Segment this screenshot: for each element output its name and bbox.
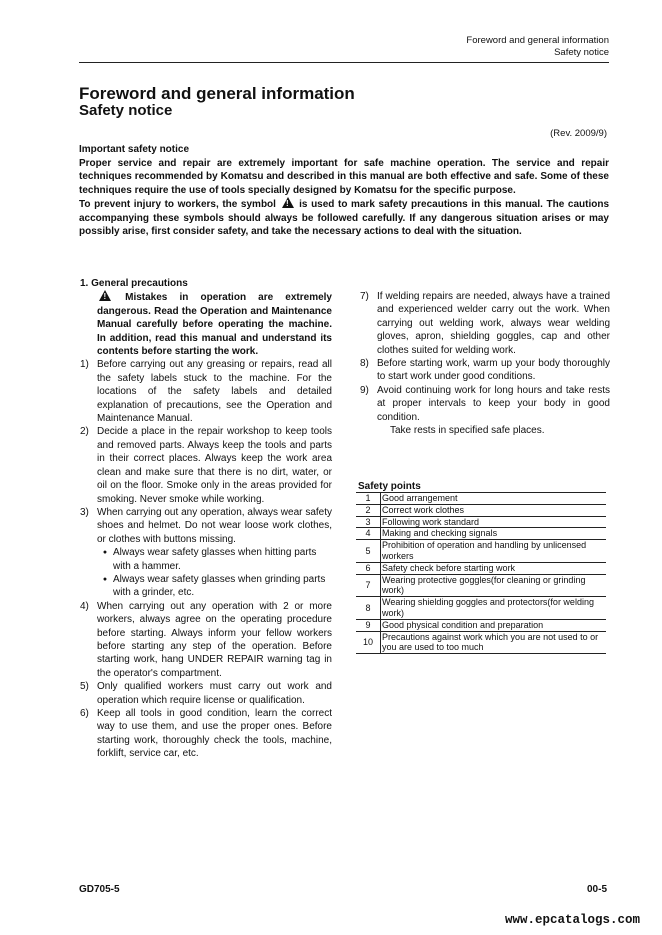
bullet-item xyxy=(97,573,332,600)
item-text: Before starting work, warm up your body thoroughly to start work under good conditions. xyxy=(377,358,610,383)
warning-triangle-icon xyxy=(99,290,111,301)
precaution-item xyxy=(360,384,610,424)
row-number: 6 xyxy=(356,562,381,574)
row-number: 1 xyxy=(356,493,381,505)
precaution-item xyxy=(80,600,332,680)
intro-paragraph-2: To prevent injury to workers, the symbol ! is used to mark safety precautions in this manual. The cautions accompanying these symbols should always be followed carefully. If any dangerous situation arises or may possibly arise, first consider safety, and take the necessary actions to deal with the situation. xyxy=(79,197,609,238)
table-row xyxy=(356,528,606,540)
item-number: 8) xyxy=(360,358,369,370)
item-text: Before carrying out any greasing or repairs, read all the safety labels stuck to the machine. For the locations of the safety labels and detailed explanation of precautions, see the Operation and Maintenance Manual. xyxy=(97,359,332,425)
footer-model: GD705-5 xyxy=(79,884,120,895)
bullet-text: Always wear safety glasses when hitting parts with a hammer. xyxy=(113,547,317,572)
row-number: 9 xyxy=(356,619,381,631)
page-subtitle: Safety notice xyxy=(79,102,173,119)
table-row xyxy=(356,504,606,516)
row-text: Following work standard xyxy=(381,516,607,528)
running-header xyxy=(466,35,609,59)
row-text: Safety check before starting work xyxy=(381,562,607,574)
item-number: 6) xyxy=(80,708,89,719)
table-row xyxy=(356,516,606,528)
row-number: 8 xyxy=(356,597,381,620)
row-number: 7 xyxy=(356,574,381,597)
watermark-url: www.epcatalogs.com xyxy=(504,913,640,927)
precaution-item xyxy=(80,680,332,707)
table-row xyxy=(356,631,606,654)
row-number: 5 xyxy=(356,540,381,563)
header-rule xyxy=(79,62,609,63)
bullet-dot-icon: ● xyxy=(102,575,108,583)
table-row xyxy=(356,597,606,620)
intro-paragraph-1: Proper service and repair are extremely important for safe machine operation. The service and repair techniques recommended by Komatsu and described in this manual are both effective and safe. Some of these techniques require the use of tools specially designed by Komatsu for the specific purpose. xyxy=(79,158,609,196)
item-text: If welding repairs are needed, always have a trained and experienced welder carry out the work. When carrying out welding work, always wear welding gloves, apron, shielding goggles, cap and other clothes suited for welding work. xyxy=(377,291,610,356)
table-row xyxy=(356,540,606,563)
row-text: Correct work clothes xyxy=(381,504,607,516)
item-number: 7) xyxy=(360,291,369,302)
precaution-list-b xyxy=(80,600,332,761)
left-column xyxy=(80,277,332,761)
item-number: 4) xyxy=(80,600,89,612)
precaution-item xyxy=(80,425,332,505)
running-header-title: Foreword and general information xyxy=(466,35,609,46)
row-text: Good physical condition and preparation xyxy=(381,619,607,631)
row-text: Good arrangement xyxy=(381,493,607,505)
revision-label: (Rev. 2009/9) xyxy=(550,128,607,139)
section-heading: 1. General precautions xyxy=(80,278,188,289)
item-text: Avoid continuing work for long hours and take rests at proper intervals to keep your body in good condition. xyxy=(377,384,610,423)
table-row xyxy=(356,493,606,505)
item-text: Keep all tools in good condition, learn the correct way to use them, and use the proper ones. Before starting work, thoroughly check the tools, machine, forklift, service car, etc. xyxy=(97,708,332,760)
row-number: 10 xyxy=(356,631,381,654)
precaution-item xyxy=(360,290,610,357)
row-text: Wearing shielding goggles and protectors(for welding work) xyxy=(381,597,607,620)
row-number: 3 xyxy=(356,516,381,528)
intro-block xyxy=(79,157,609,238)
precaution-item xyxy=(80,358,332,425)
table-row xyxy=(356,562,606,574)
item-number: 1) xyxy=(80,359,89,371)
item-number: 5) xyxy=(80,681,89,693)
bullet-text: Always wear safety glasses when grinding parts with a grinder, etc. xyxy=(113,573,326,599)
footer-page-number: 00-5 xyxy=(586,884,607,895)
precaution-item xyxy=(80,506,332,546)
row-text: Prohibition of operation and handling by unlicensed workers xyxy=(381,540,607,563)
bullet-list xyxy=(97,546,332,600)
general-warning: ! Mistakes in operation are extremely dangerous. Read the Operation and Maintenance Manual carefully before operating the machine. In addition, read this manual and understand its contents before starting the work. xyxy=(97,290,332,358)
row-number: 2 xyxy=(356,504,381,516)
warning-triangle-icon xyxy=(282,197,294,208)
item-text: Decide a place in the repair workshop to keep tools and removed parts. Always keep the tools and parts in their correct places. Always keep the work area clean and make sure that there is no dirt, water, or oil on the floor. Smoke only in the areas provided for smoking. Never smoke while working. xyxy=(97,426,332,505)
bullet-item xyxy=(97,546,332,573)
precaution-list-c xyxy=(360,290,610,424)
item-text: When carrying out any operation, always wear safety shoes and helmet. Do not wear loose work clothes, or clothes with buttons missing. xyxy=(97,506,332,545)
bullet-dot-icon: ● xyxy=(102,549,108,557)
row-text: Precautions against work which you are not used to or you are used to too much xyxy=(381,631,607,654)
precaution-item xyxy=(80,707,332,761)
item9-extra: Take rests in specified safe places. xyxy=(390,425,545,437)
safety-points-title: Safety points xyxy=(358,481,421,492)
row-text: Making and checking signals xyxy=(381,528,607,540)
important-heading: Important safety notice xyxy=(79,144,190,155)
item-number: 3) xyxy=(80,506,89,518)
row-number: 4 xyxy=(356,528,381,540)
right-column xyxy=(360,290,610,437)
item-number: 2) xyxy=(80,426,89,438)
running-header-subtitle: Safety notice xyxy=(554,47,609,58)
precaution-list-a xyxy=(80,358,332,546)
item-text: Only qualified workers must carry out work and operation which require license or qualification. xyxy=(97,681,332,706)
page-title: Foreword and general information xyxy=(79,84,355,103)
safety-points-table xyxy=(356,492,606,654)
item-text: When carrying out any operation with 2 or more workers, always agree on the operating procedure before starting. Always inform your fellow workers before starting any step of the operation. Before starting work, hang UNDER REPAIR warning tag in the operator's compartment. xyxy=(97,600,332,679)
table-row xyxy=(356,619,606,631)
row-text: Wearing protective goggles(for cleaning or grinding work) xyxy=(381,574,607,597)
table-row xyxy=(356,574,606,597)
precaution-item xyxy=(360,357,610,384)
item-number: 9) xyxy=(360,384,369,396)
